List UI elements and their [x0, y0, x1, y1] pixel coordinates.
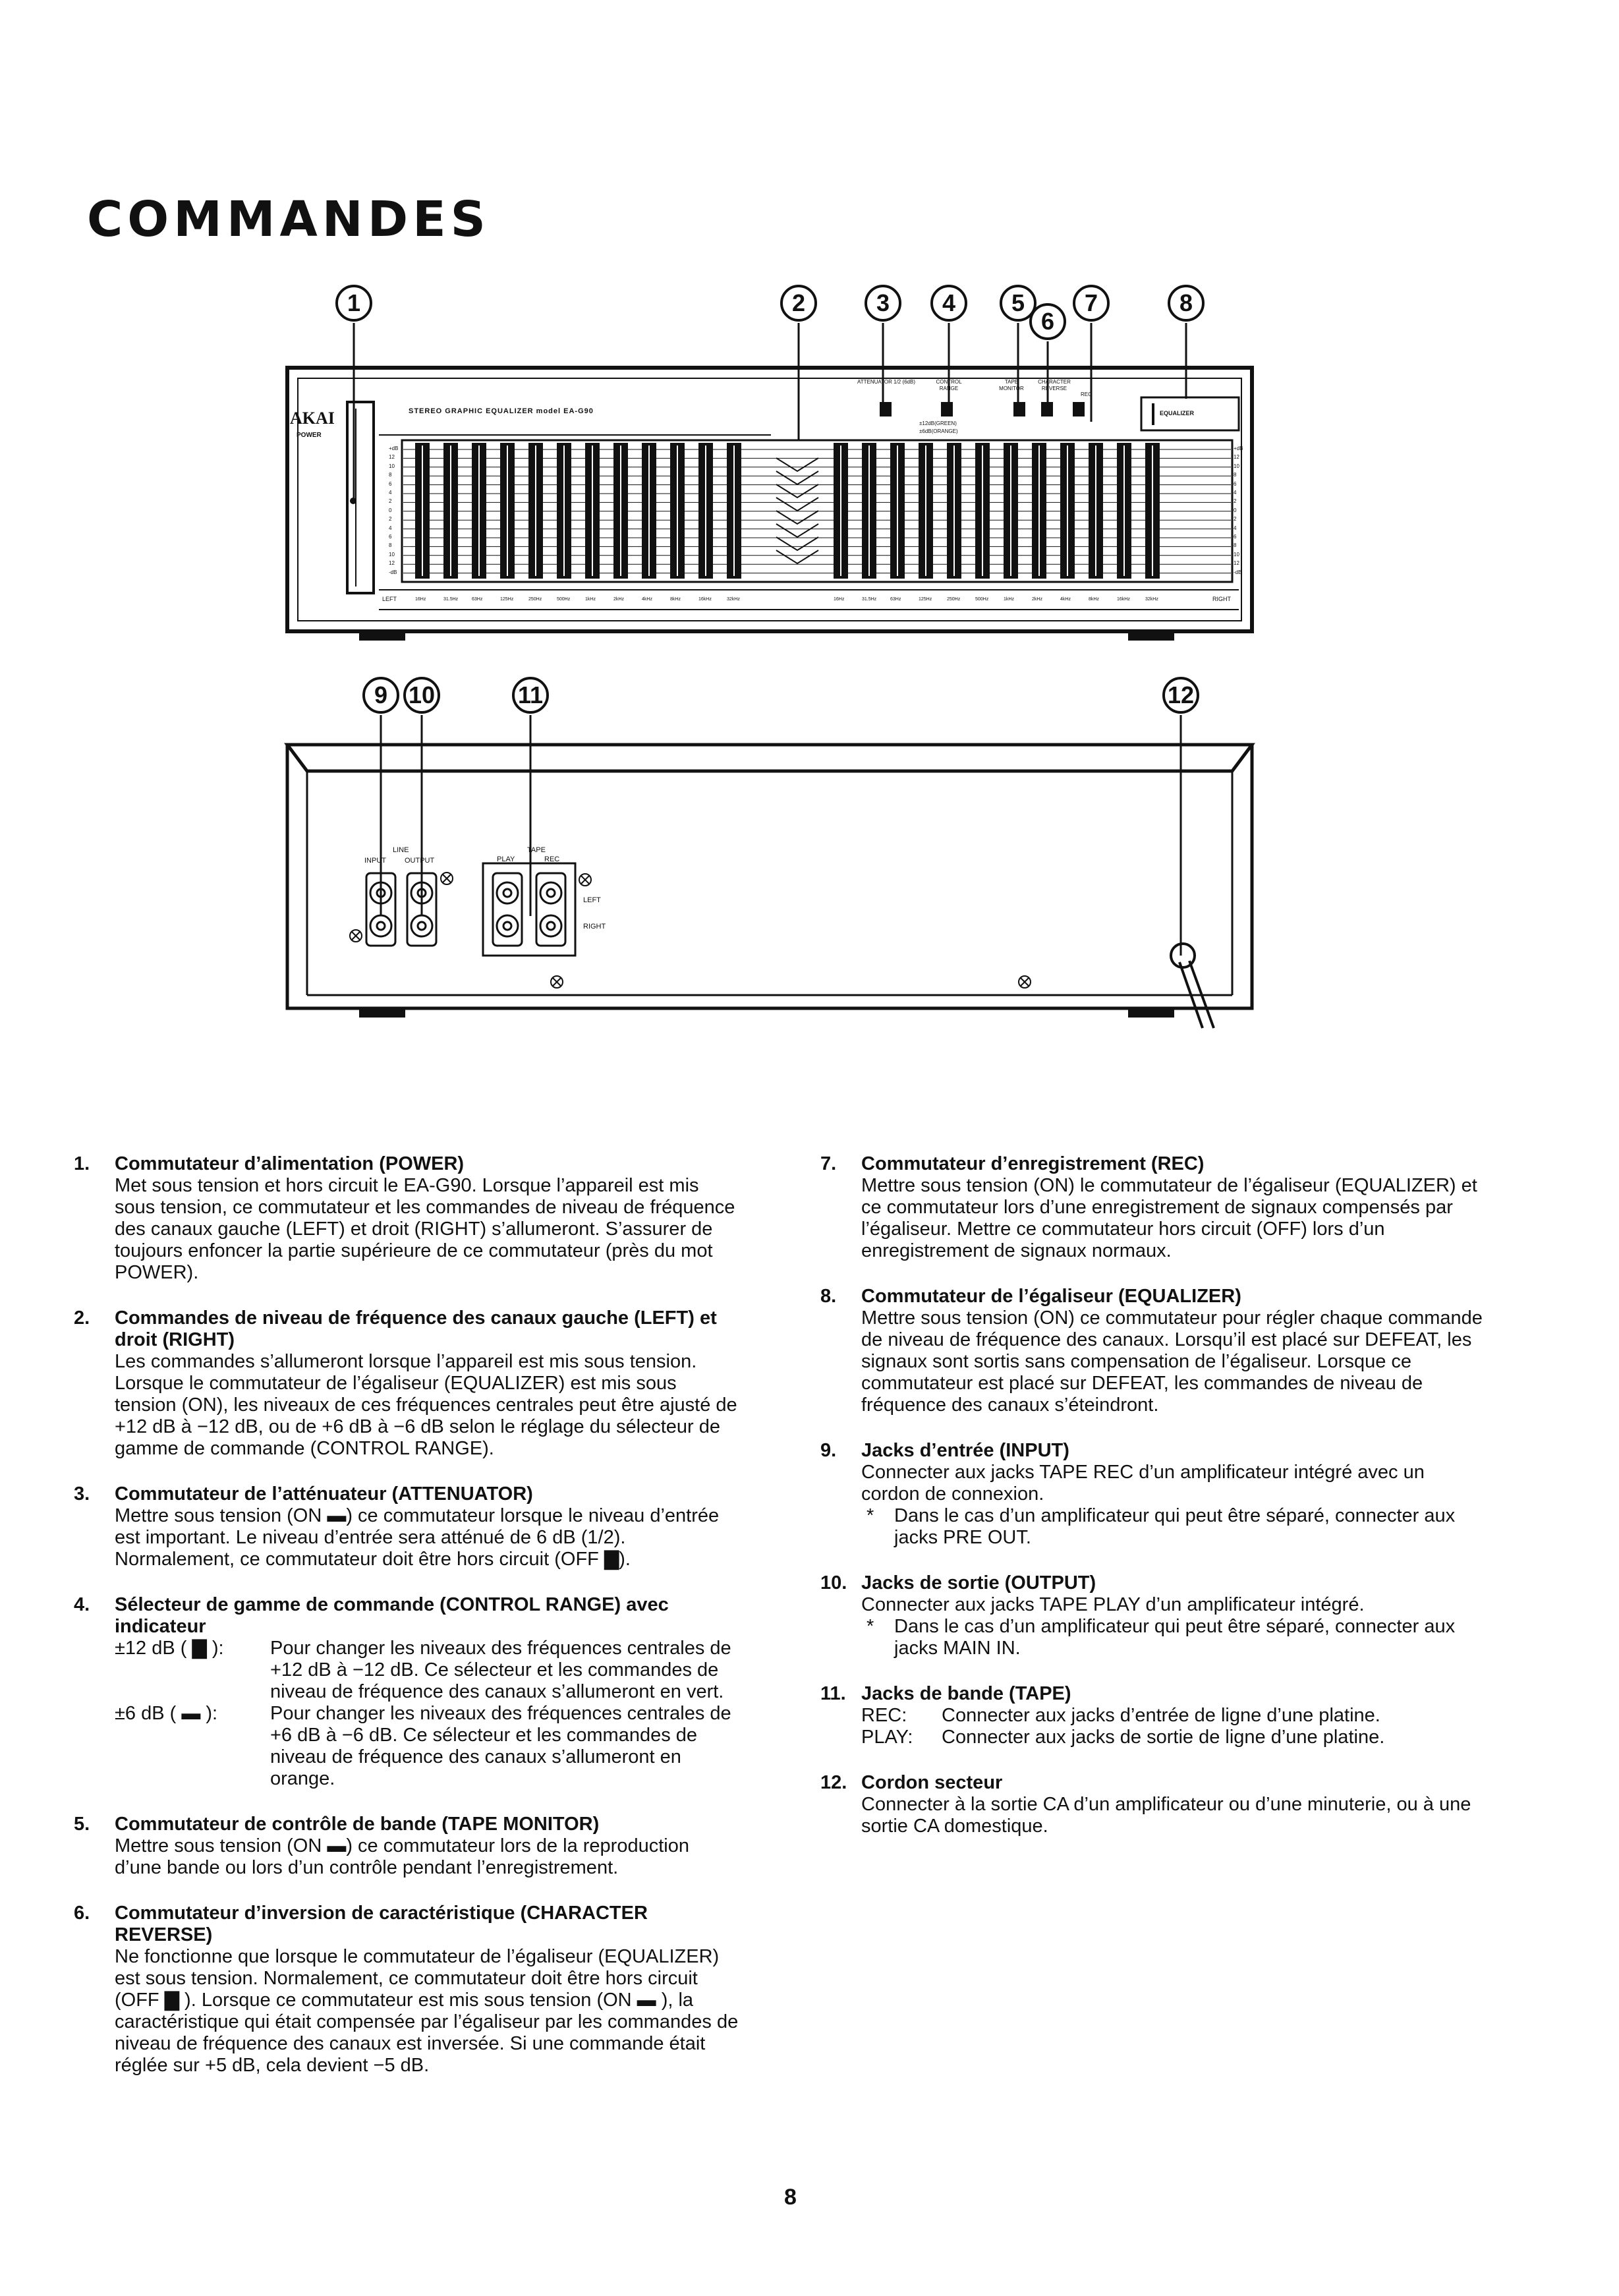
range-orange-label: ±6dB(ORANGE) — [919, 428, 958, 434]
db-scale-label: 6 — [389, 480, 392, 487]
frequency-label: 32kHz — [727, 597, 740, 602]
item-tape-monitor — [74, 1814, 739, 1879]
left-column — [74, 1153, 739, 2100]
item-power — [74, 1153, 739, 1284]
tape-play-row — [861, 1727, 1486, 1748]
item-number: 6. — [74, 1903, 90, 1924]
line-label: LINE — [393, 846, 409, 854]
item-title: Jacks d’entrée (INPUT) — [861, 1440, 1069, 1461]
sub-label: ±6 dB ( ▬ ): — [115, 1703, 218, 1724]
item-number: 1. — [74, 1153, 90, 1174]
callout-7: 7 — [1073, 285, 1110, 322]
frequency-label: 8kHz — [1089, 597, 1099, 602]
callout-10: 10 — [403, 677, 440, 714]
callout-1: 1 — [335, 285, 372, 322]
item-number: 3. — [74, 1483, 90, 1505]
db-scale-label: 10 — [389, 551, 395, 558]
item-note: * Dans le cas d’un amplificateur qui peut être séparé, connecter aux jacks PRE OUT. — [866, 1505, 1456, 1548]
item-title: Commutateur de contrôle de bande (TAPE MONITOR) — [115, 1814, 600, 1835]
frequency-label: 4kHz — [1060, 597, 1071, 602]
frequency-label: 31.5Hz — [443, 597, 459, 602]
callout-12: 12 — [1162, 677, 1199, 714]
frequency-label: 16Hz — [834, 597, 845, 602]
db-scale-label: +dB — [1234, 445, 1243, 451]
item-title: Commandes de niveau de fréquence des canaux gauche (LEFT) et droit (RIGHT) — [115, 1307, 717, 1350]
db-scale-label: 12 — [389, 454, 395, 461]
frequency-label: 16Hz — [415, 597, 426, 602]
item-title: Sélecteur de gamme de commande (CONTROL RANGE) avec indicateur — [115, 1594, 669, 1637]
sub-label: ±12 dB ( ▇ ): — [115, 1638, 224, 1659]
db-scale-label: 4 — [1234, 490, 1237, 496]
rear-rec-label: REC — [544, 855, 560, 863]
item-number: 2. — [74, 1307, 90, 1329]
frequency-label: 2kHz — [1032, 597, 1042, 602]
item-number: 9. — [820, 1440, 837, 1461]
item-character-reverse — [74, 1903, 739, 2077]
db-scale-label: 4 — [1234, 525, 1237, 531]
frequency-label: 4kHz — [642, 597, 652, 602]
db-scale-label: -dB — [389, 569, 397, 575]
db-scale-label: 8 — [1234, 472, 1237, 478]
frequency-label: 125Hz — [500, 597, 514, 602]
input-label: INPUT — [364, 857, 386, 865]
frequency-label: 32kHz — [1145, 597, 1158, 602]
frequency-label: 31.5Hz — [862, 597, 877, 602]
db-scale-label: 2 — [1234, 498, 1237, 505]
output-label: OUTPUT — [405, 857, 435, 865]
callout-4: 4 — [930, 285, 967, 322]
model-label: STEREO GRAPHIC EQUALIZER model EA-G90 — [409, 407, 594, 415]
db-scale-label: 2 — [1234, 516, 1237, 523]
sub-text: Pour changer les niveaux des fréquences centrales de +12 dB à −12 dB. Ce sélecteur et les commandes de niveau de fréquence des canaux s’allumeront en vert. — [270, 1638, 731, 1702]
item-title: Jacks de bande (TAPE) — [861, 1683, 1071, 1704]
callout-2: 2 — [780, 285, 817, 322]
item-body: Mettre sous tension (ON) ce commutateur pour régler chaque commande de niveau de fréquence des canaux. Lorsqu’il est placé sur DEFEAT, les signaux sont sortis sans compensation de l’égaliseur. Lorsque ce commutateur est placé sur DEFEAT, les commandes de niveau de fréquence des canaux s’éteindront. — [861, 1307, 1483, 1416]
rec-label: REC — [1081, 391, 1092, 397]
item-number: 12. — [820, 1772, 847, 1793]
frequency-label: 8kHz — [670, 597, 681, 602]
item-number: 4. — [74, 1594, 90, 1615]
item-number: 5. — [74, 1814, 90, 1835]
tape-monitor-label: TAPE MONITOR — [999, 379, 1024, 391]
item-input-jacks — [820, 1440, 1486, 1549]
frequency-label: 1kHz — [1004, 597, 1014, 602]
item-number: 7. — [820, 1153, 837, 1174]
item-body: Connecter aux jacks TAPE REC d’un amplificateur intégré avec un cordon de connexion. — [861, 1462, 1425, 1505]
db-scale-label: -dB — [1234, 569, 1242, 575]
frequency-label: 16kHz — [1117, 597, 1130, 602]
frequency-label: 250Hz — [947, 597, 961, 602]
db-scale-label: 8 — [389, 472, 392, 478]
character-reverse-label: CHARACTER REVERSE — [1038, 379, 1071, 391]
db-scale-label: 4 — [389, 525, 392, 531]
row-text: Connecter aux jacks de sortie de ligne d’une platine. — [942, 1727, 1385, 1748]
db-scale-label: 0 — [389, 507, 392, 513]
db-scale-label: 6 — [1234, 534, 1237, 540]
db-scale-label: 10 — [389, 463, 395, 469]
db-scale-label: 8 — [389, 542, 392, 549]
item-body: Connecter à la sortie CA d’un amplificateur ou d’une minuterie, ou à une sortie CA domestique. — [861, 1794, 1471, 1837]
db-scale-label: 10 — [1234, 551, 1239, 558]
item-body: Connecter aux jacks TAPE PLAY d’un amplificateur intégré. — [861, 1594, 1365, 1615]
item-power-cord — [820, 1772, 1486, 1837]
item-control-range — [74, 1594, 739, 1790]
rear-right-label: RIGHT — [583, 923, 606, 931]
item-rec — [820, 1153, 1486, 1262]
frequency-label: 125Hz — [919, 597, 932, 602]
db-scale-label: 2 — [389, 516, 392, 523]
frequency-label: 250Hz — [528, 597, 542, 602]
item-body: Ne fonctionne que lorsque le commutateur de l’égaliseur (EQUALIZER) est sous tension. Normalement, ce commutateur doit être hors circuit (OFF ▇ ). Lorsque ce commutateur est mis sous tension (ON ▬ ), la caractéristique qui était compensée par l’égaliseur par les commandes de niveau de fréquence des canaux est inversée. Si une commande était réglée sur +5 dB, cela devient −5 dB. — [115, 1946, 739, 2076]
db-scale-label: 6 — [1234, 480, 1237, 487]
db-scale-label: 0 — [1234, 507, 1237, 513]
item-title: Commutateur d’enregistrement (REC) — [861, 1153, 1205, 1174]
row-label: PLAY: — [861, 1727, 913, 1748]
frequency-label: 63Hz — [472, 597, 483, 602]
equalizer-label: EQUALIZER — [1160, 410, 1195, 416]
item-number: 10. — [820, 1572, 847, 1593]
range-6db — [115, 1703, 739, 1790]
callout-9: 9 — [362, 677, 399, 714]
note-text: Dans le cas d’un amplificateur qui peut être séparé, connecter aux jacks MAIN IN. — [894, 1616, 1456, 1659]
control-range-label: CONTROL RANGE — [936, 379, 962, 391]
callout-3: 3 — [865, 285, 901, 322]
item-title: Commutateur de l’atténuateur (ATTENUATOR) — [115, 1483, 533, 1505]
item-note: * Dans le cas d’un amplificateur qui peut être séparé, connecter aux jacks MAIN IN. — [866, 1616, 1456, 1659]
frequency-label: 500Hz — [975, 597, 989, 602]
item-output-jacks — [820, 1572, 1486, 1659]
db-scale-label: 4 — [389, 490, 392, 496]
item-title: Cordon secteur — [861, 1772, 1003, 1793]
tape-rec-row — [861, 1705, 1486, 1727]
page-number: 8 — [784, 2185, 797, 2210]
frequency-label: 500Hz — [557, 597, 571, 602]
db-scale-label: 12 — [1234, 560, 1239, 567]
item-title: Commutateur d’alimentation (POWER) — [115, 1153, 465, 1174]
play-label: PLAY — [497, 855, 515, 863]
item-title: Commutateur de l’égaliseur (EQUALIZER) — [861, 1286, 1241, 1307]
item-body: Mettre sous tension (ON) le commutateur de l’égaliseur (EQUALIZER) et ce commutateur lors d’une enregistrement de signaux compensés par l’égaliseur. Mettre ce commutateur hors circuit (OFF) lors d’un enregistrement de signaux normaux. — [861, 1175, 1477, 1261]
db-scale-label: +dB — [389, 445, 399, 451]
callout-11: 11 — [512, 677, 549, 714]
item-tape-jacks — [820, 1683, 1486, 1748]
row-label: REC: — [861, 1705, 907, 1726]
range-green-label: ±12dB(GREEN) — [919, 420, 957, 426]
power-label: POWER — [297, 432, 322, 439]
item-body: Met sous tension et hors circuit le EA-G90. Lorsque l’appareil est mis sous tension, ce commutateur et les commandes de niveau de fréquence des canaux gauche (LEFT) et droit (RIGHT) s’allumeront. S’assurer de toujours enfoncer la partie supérieure de ce commutateur (près du mot POWER). — [115, 1175, 735, 1283]
right-channel-label: RIGHT — [1212, 596, 1231, 602]
callout-5: 5 — [1000, 285, 1037, 322]
item-attenuator — [74, 1483, 739, 1570]
range-12db — [115, 1638, 739, 1703]
frequency-label: 1kHz — [585, 597, 596, 602]
left-channel-label: LEFT — [382, 596, 397, 602]
page-title: COMMANDES — [87, 191, 490, 248]
item-title: Commutateur d’inversion de caractéristique (CHARACTER REVERSE) — [115, 1903, 648, 1945]
item-body: Mettre sous tension (ON ▬) ce commutateur lorsque le niveau d’entrée est important. Le niveau d’entrée sera atténué de 6 dB (1/2). Normalement, ce commutateur doit être hors circuit (OFF ▇). — [115, 1505, 720, 1570]
frequency-label: 16kHz — [698, 597, 712, 602]
frequency-label: 63Hz — [890, 597, 901, 602]
item-number: 8. — [820, 1286, 837, 1307]
frequency-label: 2kHz — [613, 597, 624, 602]
item-equalizer — [820, 1286, 1486, 1416]
callout-8: 8 — [1168, 285, 1205, 322]
row-text: Connecter aux jacks d’entrée de ligne d’une platine. — [942, 1705, 1380, 1726]
attenuator-label: ATTENUATOR 1/2 (6dB) — [857, 379, 916, 385]
db-scale-label: 6 — [389, 534, 392, 540]
tape-label: TAPE — [527, 846, 546, 854]
db-scale-label: 12 — [389, 560, 395, 567]
brand-logo: AKAI — [290, 409, 335, 428]
db-scale-label: 10 — [1234, 463, 1239, 469]
item-number: 11. — [820, 1683, 846, 1704]
db-scale-label: 12 — [1234, 454, 1239, 461]
item-body: Mettre sous tension (ON ▬) ce commutateur lors de la reproduction d’une bande ou lors d’un contrôle pendant l’enregistrement. — [115, 1835, 689, 1878]
sub-text: Pour changer les niveaux des fréquences centrales de +6 dB à −6 dB. Ce sélecteur et les commandes de niveau de fréquence des canaux s’allumeront en orange. — [270, 1703, 731, 1789]
callout-6: 6 — [1029, 303, 1066, 340]
front-panel-labels — [0, 0, 1619, 1120]
rear-left-label: LEFT — [583, 896, 601, 904]
item-body: Les commandes s’allumeront lorsque l’appareil est mis sous tension. Lorsque le commutateur de l’égaliseur (EQUALIZER) est mis sous tension (ON), les niveaux de ces fréquences centrales peut être ajusté de +12 dB à −12 dB, ou de +6 dB à −6 dB selon le réglage du sélecteur de gamme de commande (CONTROL RANGE). — [115, 1351, 737, 1459]
db-scale-label: 2 — [389, 498, 392, 505]
item-title: Jacks de sortie (OUTPUT) — [861, 1572, 1096, 1593]
note-text: Dans le cas d’un amplificateur qui peut être séparé, connecter aux jacks PRE OUT. — [894, 1505, 1456, 1548]
item-frequency-controls — [74, 1307, 739, 1460]
right-column — [820, 1153, 1486, 1861]
db-scale-label: 8 — [1234, 542, 1237, 549]
